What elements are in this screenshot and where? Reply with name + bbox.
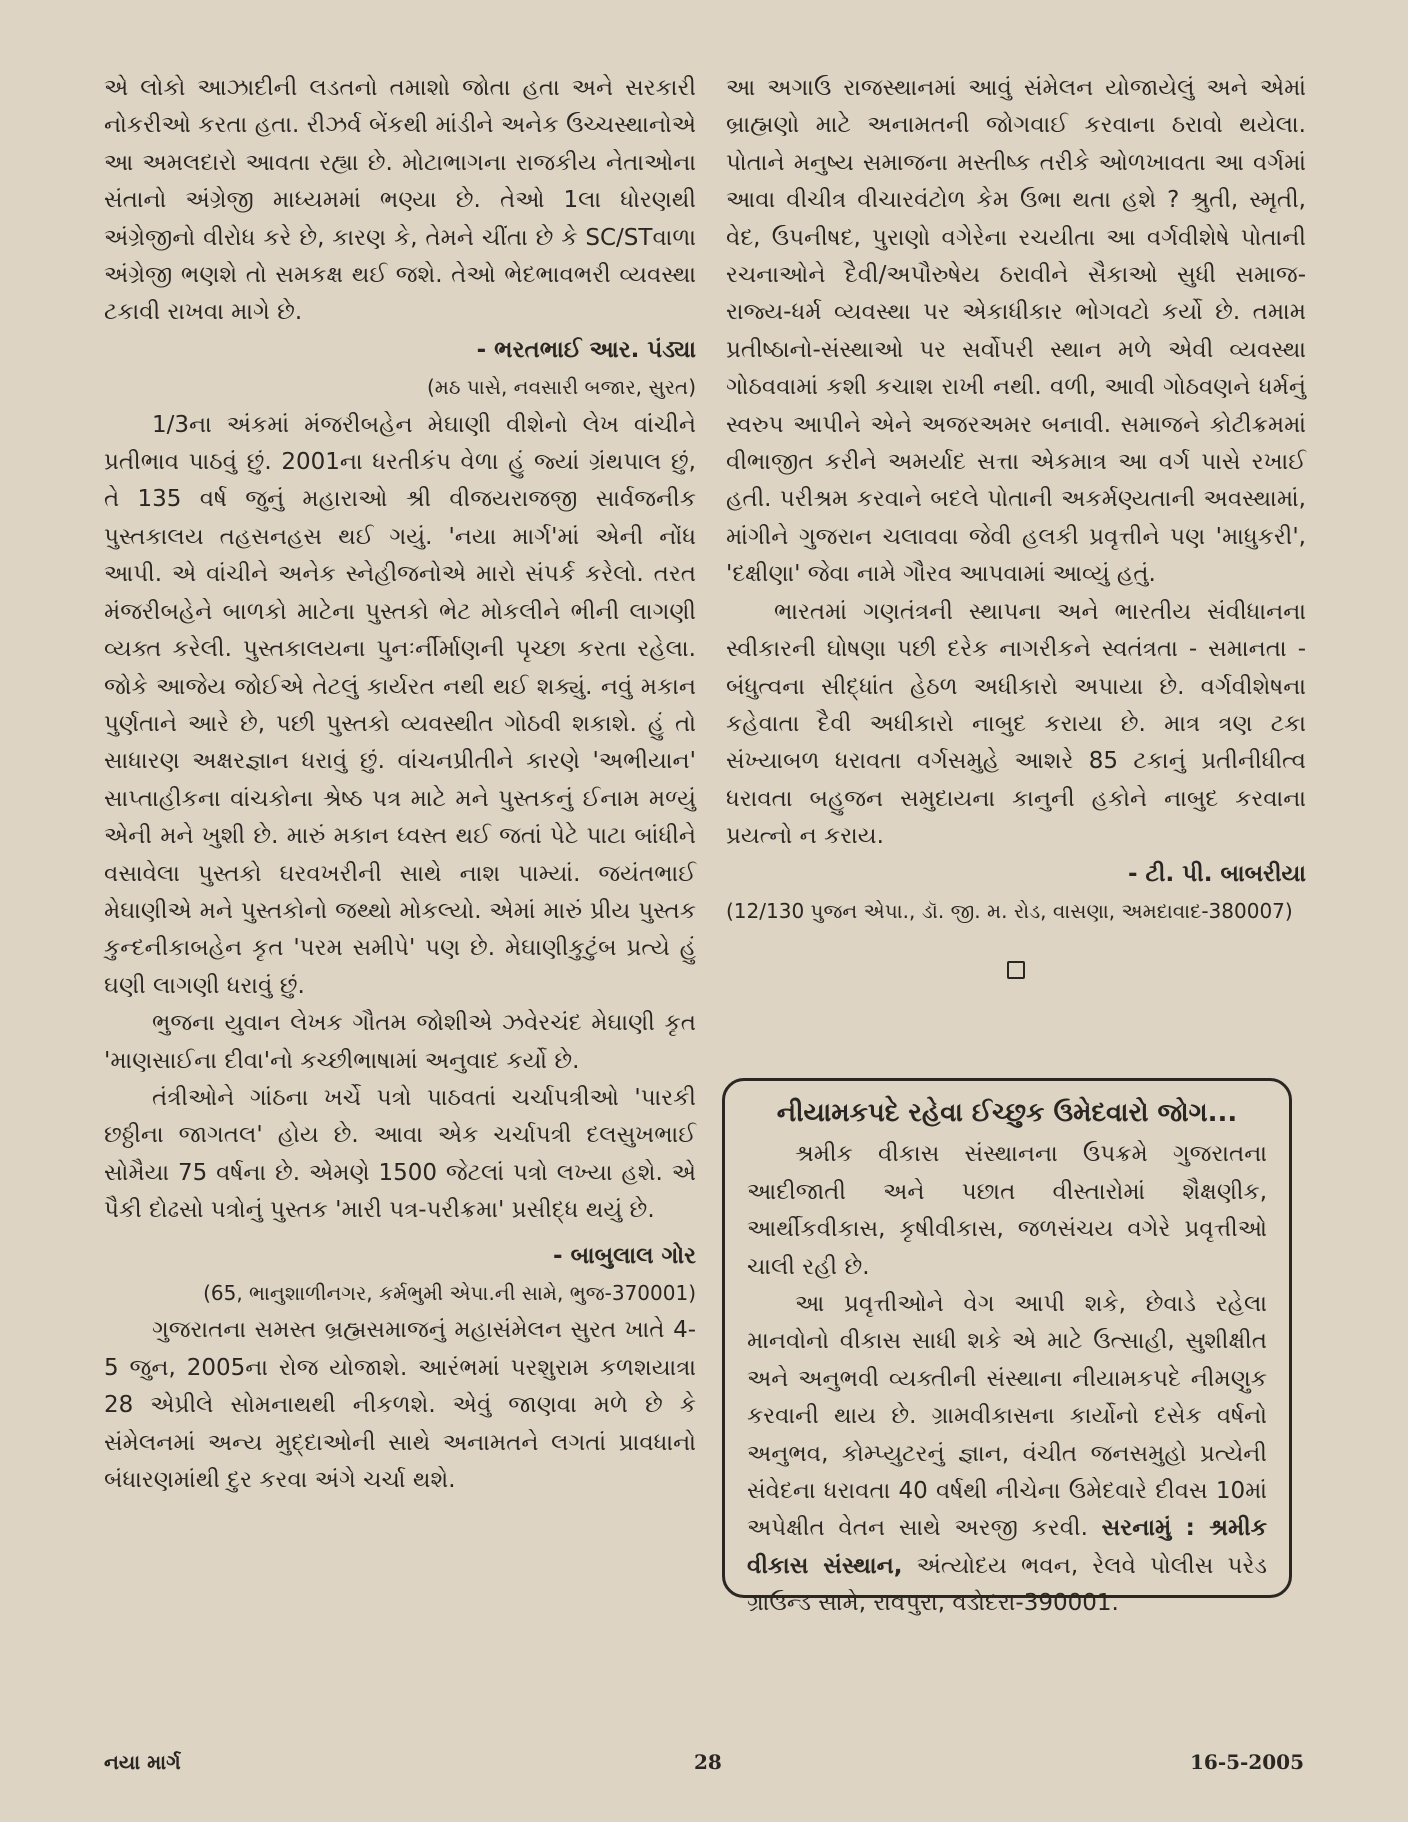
page-number: 28: [694, 1750, 722, 1774]
section-end-marker: [726, 954, 1306, 991]
letter-signature: - બાબુલાલ ગોર: [553, 1242, 696, 1269]
letter-paragraph: ભારતમાં ગણતંત્રની સ્થાપના અને ભારતીય સંવીધાનના સ્વીકારની ઘોષણા પછી દરેક નાગરીકને સ્વતંત્રતા - સમાનતા - બંધુત્વના સીદ્ધાંત હેઠળ અધીકારો અપાયા છે. વર્ગવીશેષના કહેવાતા દૈવી અધીકારો નાબુદ કરાયા છે. માત્ર ત્રણ ટકા સંખ્યાબળ ધરાવતા વર્ગસમુહે આશરે 85 ટકાનું પ્રતીનીધીત્વ ધરાવતા બહુજન સમુદાયના કાનુની હકોને નાબુદ કરવાના પ્રયત્નો ન કરાય.: [726, 598, 1306, 850]
letter-signature: - ભરતભાઈ આર. પંડ્યા: [476, 336, 696, 363]
letter-paragraph: એ લોકો આઝાદીની લડતનો તમાશો જોતા હતા અને સરકારી નોકરીઓ કરતા હતા. રીઝર્વ બેંકથી માંડીને અનેક ઉચ્ચસ્થાનોએ આ અમલદારો આવતા રહ્યા છે. મોટાભાગના રાજકીય નેતાઓના સંતાનો અંગ્રેજી માધ્યમમાં ભણ્યા છે. તેઓ 1લા ધોરણથી અંગ્રેજીનો વીરોધ કરે છે, કારણ કે, તેમને ચીંતા છે કે SC/STવાળા અંગ્રેજી ભણશે તો સમકક્ષ થઈ જશે. તેઓ ભેદભાવભરી વ્યવસ્થા ટકાવી રાખવા માગે છે.: [104, 75, 696, 326]
square-bullet-icon: [1007, 961, 1025, 979]
letter-paragraph: ભુજના યુવાન લેખક ગૌતમ જોશીએ ઝવેરચંદ મેઘાણી કૃત 'માણસાઈના દીવા'નો કચ્છીભાષામાં અનુવાદ કર્યો છે.: [104, 1010, 696, 1074]
letter-paragraph: આ અગાઉ રાજસ્થાનમાં આવું સંમેલન યોજાયેલું અને એમાં બ્રાહ્મણો માટે અનામતની જોગવાઈ કરવાના ઠરાવો થયેલા. પોતાને મનુષ્ય સમાજના મસ્તીષ્ક તરીકે ઓળખાવતા આ વર્ગમાં આવા વીચીત્ર વીચારવંટોળ કેમ ઉભા થતા હશે ? શ્રુતી, સ્મૃતી, વેદ, ઉપનીષદ, પુરાણો વગેરેના રચયીતા આ વર્ગવીશેષે પોતાની રચનાઓને દૈવી/અપૌરુષેય ઠરાવીને સૈકાઓ સુધી સમાજ-રાજ્ય-ધર્મ વ્યવસ્થા પર એકાધીકાર ભોગવટો કર્યો છે. તમામ પ્રતીષ્ઠાનો-સંસ્થાઓ પર સર્વોપરી સ્થાન મળે એવી વ્યવસ્થા ગોઠવવામાં કશી કચાશ રાખી નથી. વળી, આવી ગોઠવણને ધર્મનું સ્વરુપ આપીને એને અજરઅમર બનાવી. સમાજને કોટીક્રમમાં વીભાજીત કરીને અમર્યાદ સત્તા એકમાત્ર આ વર્ગ પાસે રખાઈ હતી. પરીશ્રમ કરવાને બદલે પોતાની અકર્મણ્યતાની અવસ્થામાં, માંગીને ગુજરાન ચલાવવા જેવી હલકી પ્રવૃત્તીને પણ 'માધુકરી', 'દક્ષીણા' જેવા નામે ગૌરવ આપવામાં આવ્યું હતું.: [726, 75, 1306, 588]
right-column: [726, 70, 1306, 998]
notice-box: [722, 1078, 1292, 1617]
letter-address: (12/130 પુજન એપા., ડૉ. જી. મ. રોડ, વાસણા, અમદાવાદ-380007): [726, 898, 1293, 923]
notice-address-label: સરનામું : શ્રમીક વીકાસ સંસ્થાન,: [747, 1515, 1268, 1579]
left-column: [104, 70, 696, 1499]
issue-date: 16-5-2005: [1189, 1750, 1304, 1774]
notice-paragraph: શ્રમીક વીકાસ સંસ્થાનના ઉપક્રમે ગુજરાતના આદીજાતી અને પછાત વીસ્તારોમાં શૈક્ષણીક, આર્થીકવીકાસ, કૃષીવીકાસ, જળસંચય વગેરે પ્રવૃત્તીઓ ચાલી રહી છે.: [747, 1141, 1267, 1280]
notice-address: અંત્યોદય ભવન, રેલવે પોલીસ પરેડ ગ્રાઉન્ડ સામે, રાવપુરા, વડોદરા-390001.: [747, 1552, 1268, 1617]
notice-text: આ પ્રવૃત્તીઓને વેગ આપી શકે, છેવાડે રહેલા માનવોનો વીકાસ સાધી શકે એ માટે ઉત્સાહી, સુશીક્ષીત અને અનુભવી વ્યક્તીની સંસ્થાના નીયામકપદે નીમણુક કરવાની થાય છે. ગ્રામવીકાસના કાર્યોનો દસેક વર્ષનો અનુભવ, કોમ્પ્યુટરનું જ્ઞાન, વંચીત જનસમુહો પ્રત્યેની સંવેદના ધરાવતા 40 વર્ષથી નીચેના ઉમેદવારે દીવસ 10માં અપેક્ષીત વેતન સાથે અરજી કરવી.: [747, 1291, 1267, 1542]
letter-paragraph: ગુજરાતના સમસ્ત બ્રહ્મસમાજનું મહાસંમેલન સુરત ખાતે 4-5 જુન, 2005ના રોજ યોજાશે. આરંભમાં પરશુરામ કળશયાત્રા 28 એપ્રીલે સોમનાથથી નીકળશે. એવું જાણવા મળે છે કે સંમેલનમાં અન્ય મુદ્દાઓની સાથે અનામતને લગતાં પ્રાવધાનો બંધારણમાંથી દુર કરવા અંગે ચર્ચા થશે.: [104, 1317, 696, 1494]
letter-paragraph: 1/3ના અંકમાં મંજરીબહેન મેઘાણી વીશેનો લેખ વાંચીને પ્રતીભાવ પાઠવું છું. 2001ના ધરતીકંપ વેળા હું જ્યાં ગ્રંથપાલ છું, તે 135 વર્ષ જુનું મહારાઓ શ્રી વીજયરાજજી સાર્વજનીક પુસ્તકાલય તહસનહસ થઈ ગયું. 'નયા માર્ગ'માં એની નોંધ આપી. એ વાંચીને અનેક સ્નેહીજનોએ મારો સંપર્ક કરેલો. તરત મંજરીબહેને બાળકો માટેના પુસ્તકો ભેટ મોકલીને ભીની લાગણી વ્યક્ત કરેલી. પુસ્તકાલયના પુનઃર્નીર્માણની પૃચ્છા કરતા રહેલા. જોકે આજેય જોઈએ તેટલું કાર્યરત નથી થઈ શક્યું. નવું મકાન પુર્ણતાને આરે છે, પછી પુસ્તકો વ્યવસ્થીત ગોઠવી શકાશે. હું તો સાધારણ અક્ષરજ્ઞાન ધરાવું છું. વાંચનપ્રીતીને કારણે 'અભીયાન' સાપ્તાહીકના વાંચકોના શ્રેષ્ઠ પત્ર માટે મને પુસ્તકનું ઈનામ મળ્યું એની મને ખુશી છે. મારું મકાન ધ્વસ્ત થઈ જતાં પેટે પાટા બાંધીને વસાવેલા પુસ્તકો ઘરવખરીની સાથે નાશ પામ્યાં. જયંતભાઈ મેઘાણીએ મને પુસ્તકોનો જથ્થો મોકલ્યો. એમાં મારું પ્રીય પુસ્તક કુન્દનીકાબહેન કૃત 'પરમ સમીપે' પણ છે. મેઘાણીકુટુંબ પ્રત્યે હું ઘણી લાગણી ધરાવું છું.: [104, 411, 696, 999]
letter-paragraph: તંત્રીઓને ગાંઠના ખર્ચે પત્રો પાઠવતાં ચર્ચાપત્રીઓ 'પારકી છઠ્ઠીના જાગતલ' હોય છે. આવા એક ચર્ચાપત્રી દલસુખભાઈ સોમૈયા 75 વર્ષના છે. એમણે 1500 જેટલાં પત્રો લખ્યા હશે. એ પૈકી દોઢસો પત્રોનું પુસ્તક 'મારી પત્ર-પરીક્રમા' પ્રસીદ્ધ થયું છે.: [104, 1084, 696, 1224]
letter-address: (મઠ પાસે, નવસારી બજાર, સુરત): [426, 375, 696, 400]
notice-title: નીયામકપદે રહેવા ઈચ્છુક ઉમેદવારો જોગ...: [776, 1098, 1238, 1128]
notice-paragraph: [747, 1286, 1267, 1623]
letter-signature: - ટી. પી. બાબરીયા: [1127, 860, 1306, 887]
publication-name: નયા માર્ગ: [104, 1750, 181, 1774]
letter-address: (65, ભાનુશાળીનગર, કર્મભુમી એપા.ની સામે, ભુજ-370001): [203, 1281, 696, 1305]
